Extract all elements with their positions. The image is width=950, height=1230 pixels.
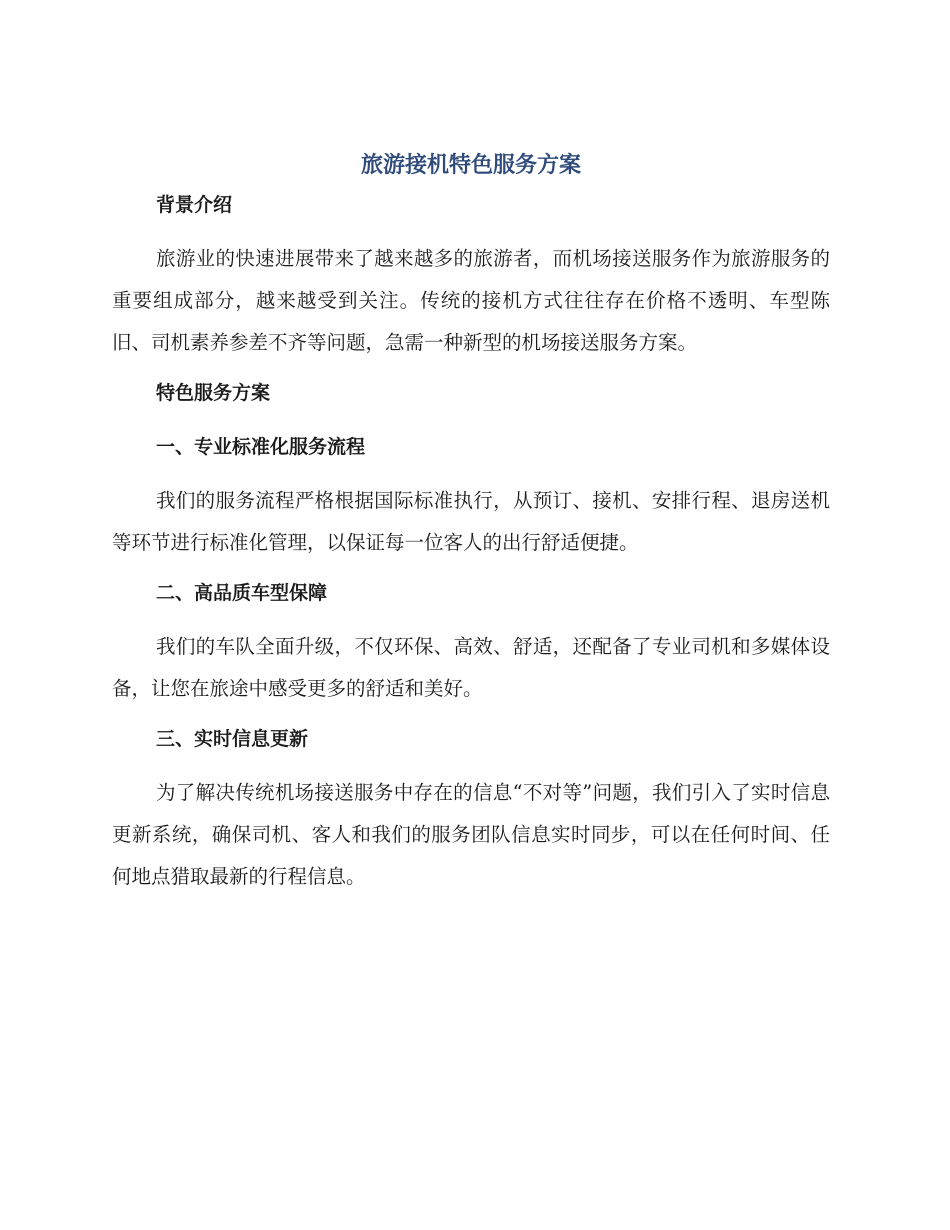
section-heading-realtime-info: 三、实时信息更新 — [156, 728, 309, 750]
section-paragraph-realtime-info: 为了解决传统机场接送服务中存在的信息“不对等”问题，我们引入了实时信息更新系统，确保司机、客人和我们的服务团队信息实时同步，可以在任何时间、任何地点猎取最新的行程信息。 — [112, 781, 830, 888]
section-paragraph-standard-process: 我们的服务流程严格根据国际标准执行，从预订、接机、安排行程、退房送机等环节进行标准化管理，以保证每一位客人的出行舒适便捷。 — [112, 489, 830, 554]
section-heading-background: 背景介绍 — [156, 194, 233, 216]
section-heading-service-plan: 特色服务方案 — [156, 382, 271, 404]
section-paragraph-vehicle-quality: 我们的车队全面升级，不仅环保、高效、舒适，还配备了专业司机和多媒体设备，让您在旅途中感受更多的舒适和美好。 — [112, 635, 830, 700]
document-page — [112, 148, 830, 898]
document-title: 旅游接机特色服务方案 — [360, 153, 581, 178]
section-paragraph-background: 旅游业的快速进展带来了越来越多的旅游者，而机场接送服务作为旅游服务的重要组成部分，越来越受到关注。传统的接机方式往往存在价格不透明、车型陈旧、司机素养参差不齐等问题，急需一种新型的机场接送服务方案。 — [112, 247, 830, 354]
section-heading-standard-process: 一、专业标准化服务流程 — [156, 436, 366, 458]
section-heading-vehicle-quality: 二、高品质车型保障 — [156, 582, 328, 604]
